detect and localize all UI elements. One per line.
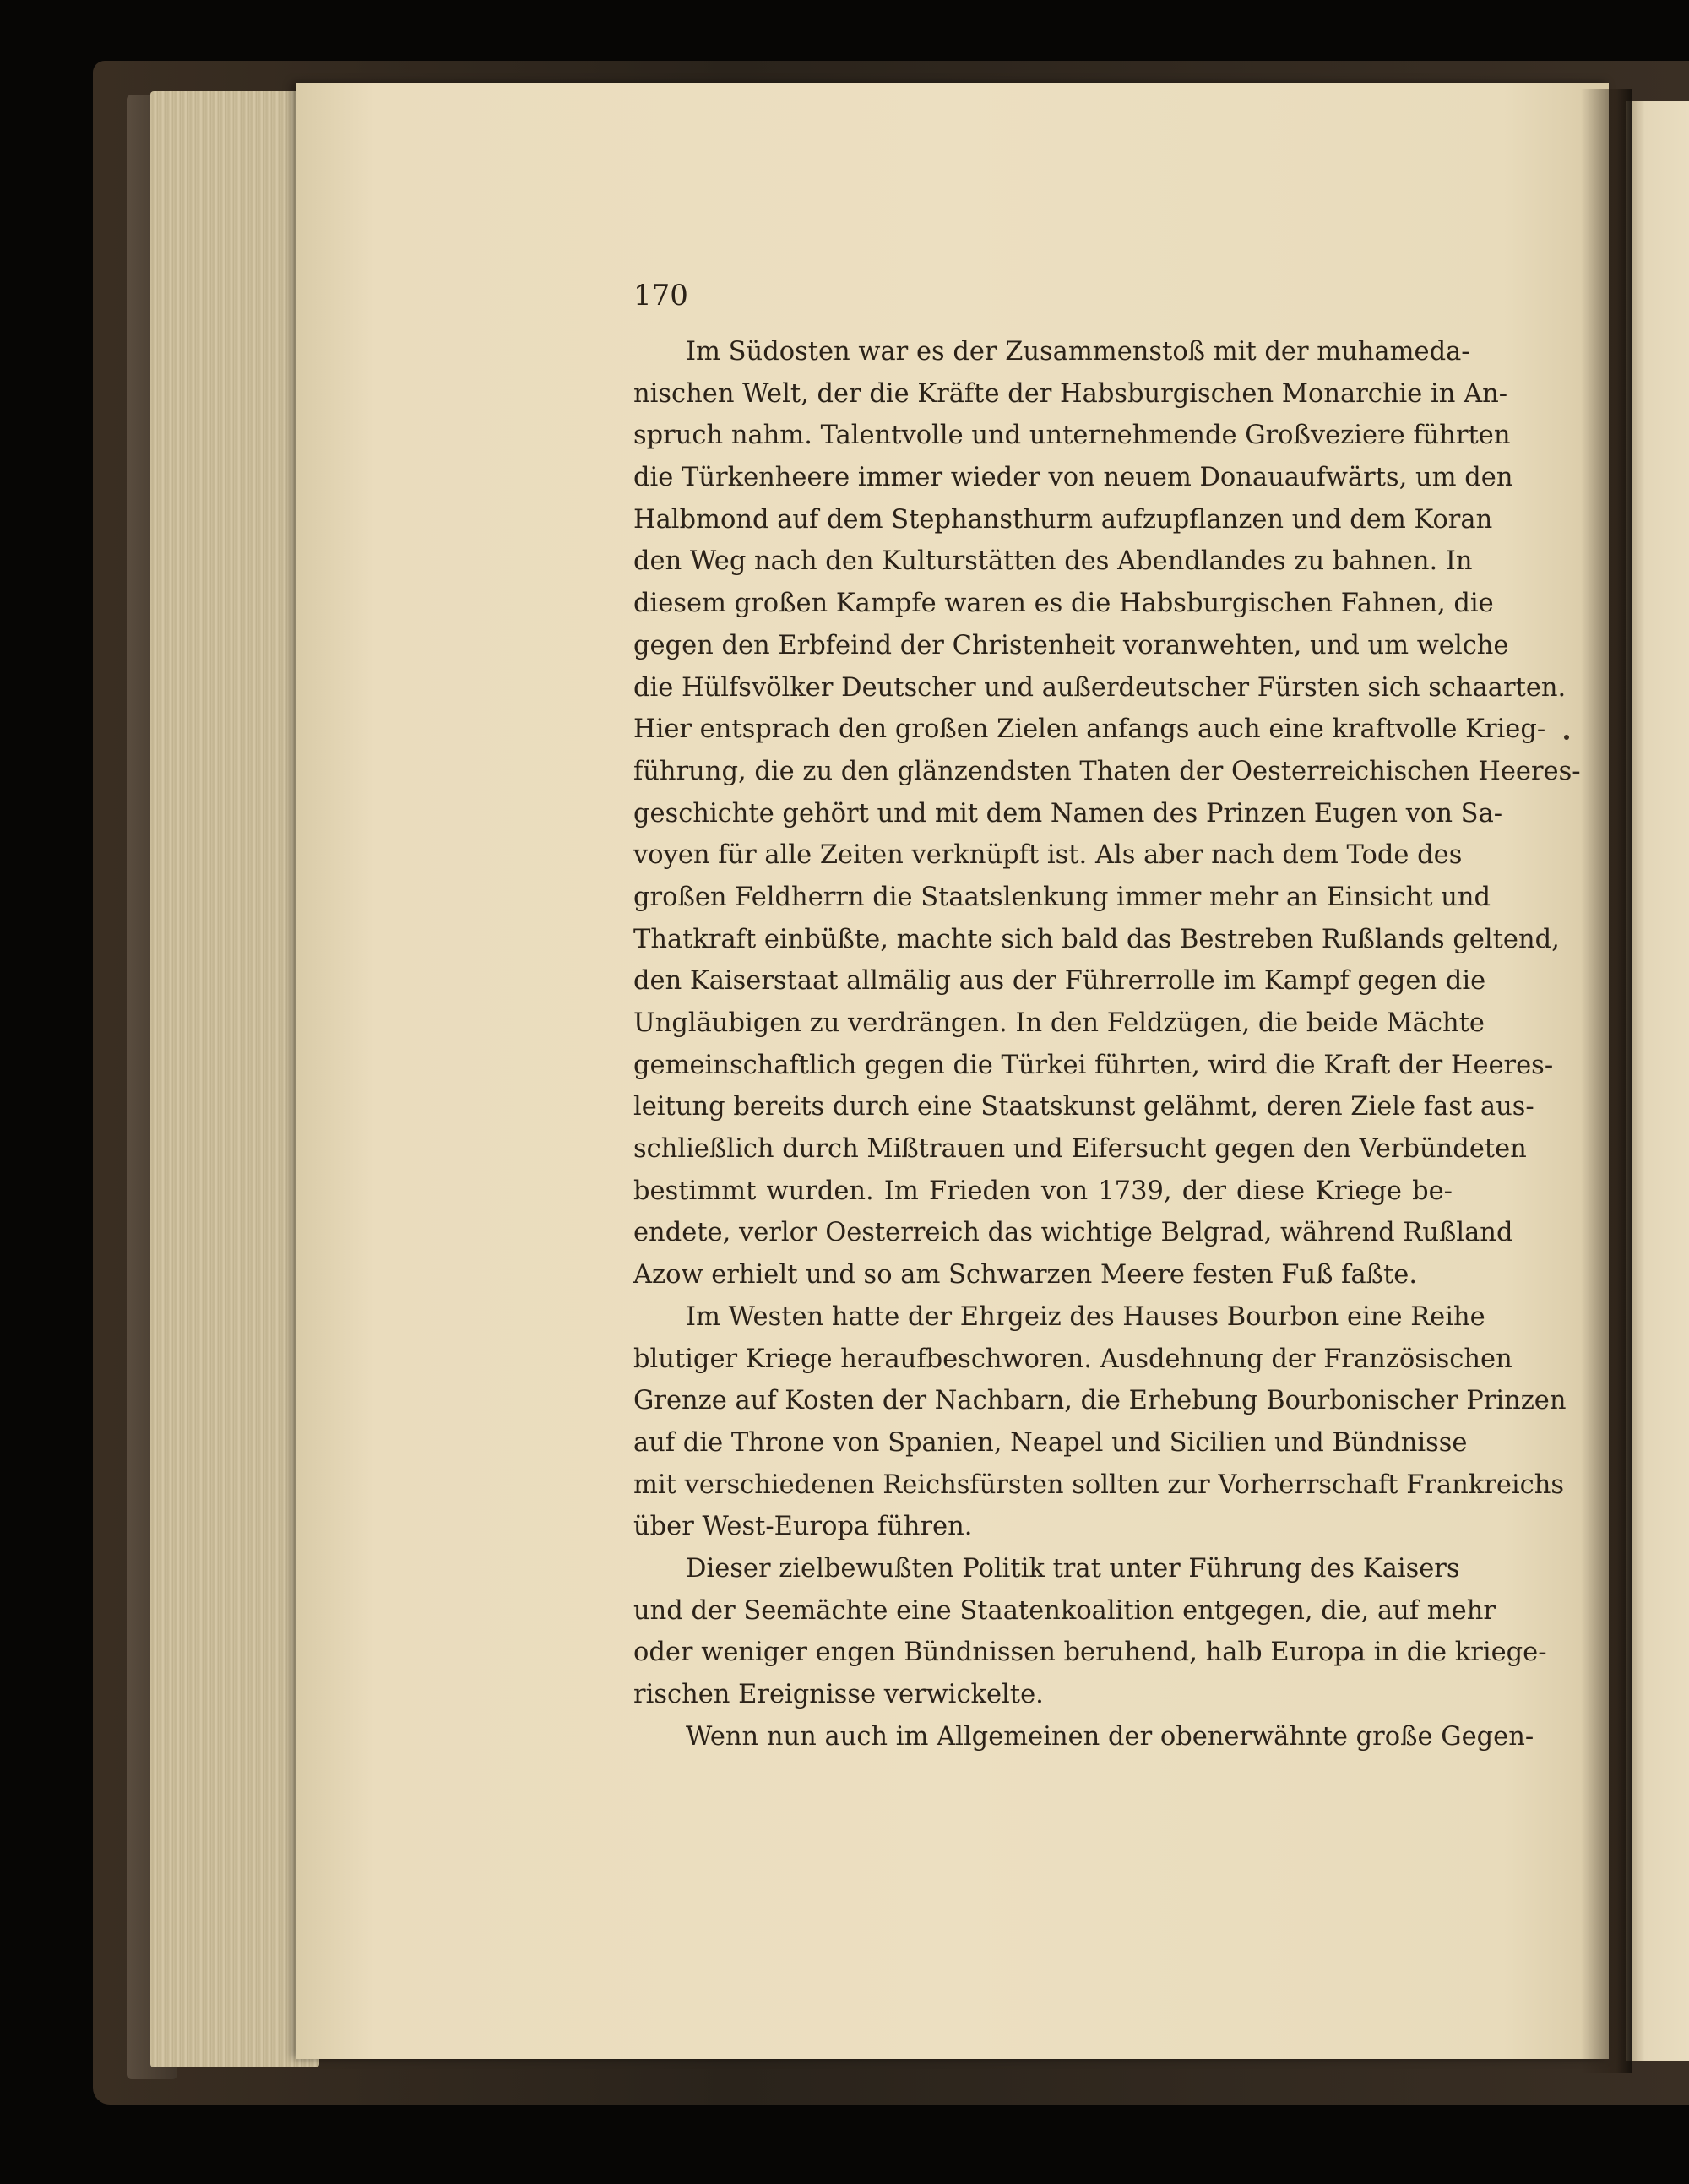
text-line: geschichte gehört und mit dem Namen des Prinzen Eugen von Sa- bbox=[633, 798, 1503, 829]
text-line: Wenn nun auch im Allgemeinen der obenerwähnte große Gegen- bbox=[686, 1721, 1534, 1752]
text-line: auf die Throne von Spanien, Neapel und Sicilien und Bündnisse bbox=[633, 1427, 1468, 1458]
text-line: Im Südosten war es der Zusammenstoß mit der muhameda- bbox=[686, 337, 1470, 367]
margin-mark bbox=[1564, 735, 1569, 740]
text-line: schließlich durch Mißtrauen und Eifersucht gegen den Verbündeten bbox=[633, 1134, 1527, 1165]
text-line: rischen Ereignisse verwickelte. bbox=[633, 1680, 1044, 1709]
text-line: Grenze auf Kosten der Nachbarn, die Erhebung Bourbonischer Prinzen bbox=[633, 1386, 1567, 1416]
text-line: Azow erhielt und so am Schwarzen Meere festen Fuß faßte. bbox=[633, 1260, 1418, 1290]
text-line: Hier entsprach den großen Zielen anfangs auch eine kraftvolle Krieg- bbox=[633, 714, 1546, 745]
text-line: mit verschiedenen Reichsfürsten sollten zur Vorherrschaft Frankreichs bbox=[633, 1470, 1565, 1500]
text-line: Ungläubigen zu verdrängen. In den Feldzügen, die beide Mächte bbox=[633, 1008, 1485, 1038]
text-line: Dieser zielbewußten Politik trat unter Führung des Kaisers bbox=[686, 1553, 1460, 1584]
text-line: Thatkraft einbüßte, machte sich bald das Bestreben Rußlands geltend, bbox=[633, 924, 1560, 954]
text-line: endete, verlor Oesterreich das wichtige Belgrad, während Rußland bbox=[633, 1218, 1513, 1248]
page-number: 170 bbox=[633, 279, 688, 312]
gutter-shadow bbox=[1581, 89, 1632, 2073]
paragraph bbox=[633, 331, 1581, 1296]
text-line: den Kaiserstaat allmälig aus der Führerrolle im Kampf gegen die bbox=[633, 966, 1486, 997]
facing-page-edge bbox=[1626, 101, 1689, 2061]
text-line: blutiger Kriege heraufbeschworen. Ausdehnung der Französischen bbox=[633, 1344, 1512, 1374]
text-line: Halbmond auf dem Stephansthurm aufzupflanzen und dem Koran bbox=[633, 504, 1493, 535]
text-line: voyen für alle Zeiten verknüpft ist. Als aber nach dem Tode des bbox=[633, 840, 1463, 871]
text-line: die Türkenheere immer wieder von neuem Donauaufwärts, um den bbox=[633, 463, 1513, 493]
text-line: gegen den Erbfeind der Christenheit voranwehten, und um welche bbox=[633, 630, 1509, 660]
text-line: den Weg nach den Kulturstätten des Abendlandes zu bahnen. In bbox=[633, 546, 1473, 577]
text-line: Im Westen hatte der Ehrgeiz des Hauses Bourbon eine Reihe bbox=[686, 1301, 1485, 1332]
text-line: führung, die zu den glänzendsten Thaten der Oesterreichischen Heeres- bbox=[633, 756, 1581, 786]
paragraph bbox=[633, 1548, 1547, 1716]
text-line: und der Seemächte eine Staatenkoalition entgegen, die, auf mehr bbox=[633, 1595, 1496, 1626]
text-line: spruch nahm. Talentvolle und unternehmende Großveziere führten bbox=[633, 421, 1511, 451]
text-line: leitung bereits durch eine Staatskunst gelähmt, deren Ziele fast aus- bbox=[633, 1092, 1534, 1122]
page-stack-edges bbox=[150, 91, 319, 2067]
text-line: großen Feldherrn die Staatslenkung immer mehr an Einsicht und bbox=[633, 882, 1491, 912]
text-line: nischen Welt, der die Kräfte der Habsburgischen Monarchie in An- bbox=[633, 378, 1508, 409]
text-line: oder weniger engen Bündnissen beruhend, halb Europa in die kriege- bbox=[633, 1638, 1547, 1668]
text-line: die Hülfsvölker Deutscher und außerdeutscher Fürsten sich schaarten. bbox=[633, 672, 1567, 703]
paragraph bbox=[633, 1716, 1534, 1758]
paragraph bbox=[633, 1296, 1567, 1548]
text-line: gemeinschaftlich gegen die Türkei führten, wird die Kraft der Heeres- bbox=[633, 1050, 1554, 1080]
text-line: diesem großen Kampfe waren es die Habsburgischen Fahnen, die bbox=[633, 589, 1494, 619]
text-line: über West-Europa führen. bbox=[633, 1512, 973, 1542]
text-line: bestimmt wurden. Im Frieden von 1739, der diese Kriege be- bbox=[633, 1176, 1453, 1206]
body-text bbox=[633, 331, 1581, 1758]
